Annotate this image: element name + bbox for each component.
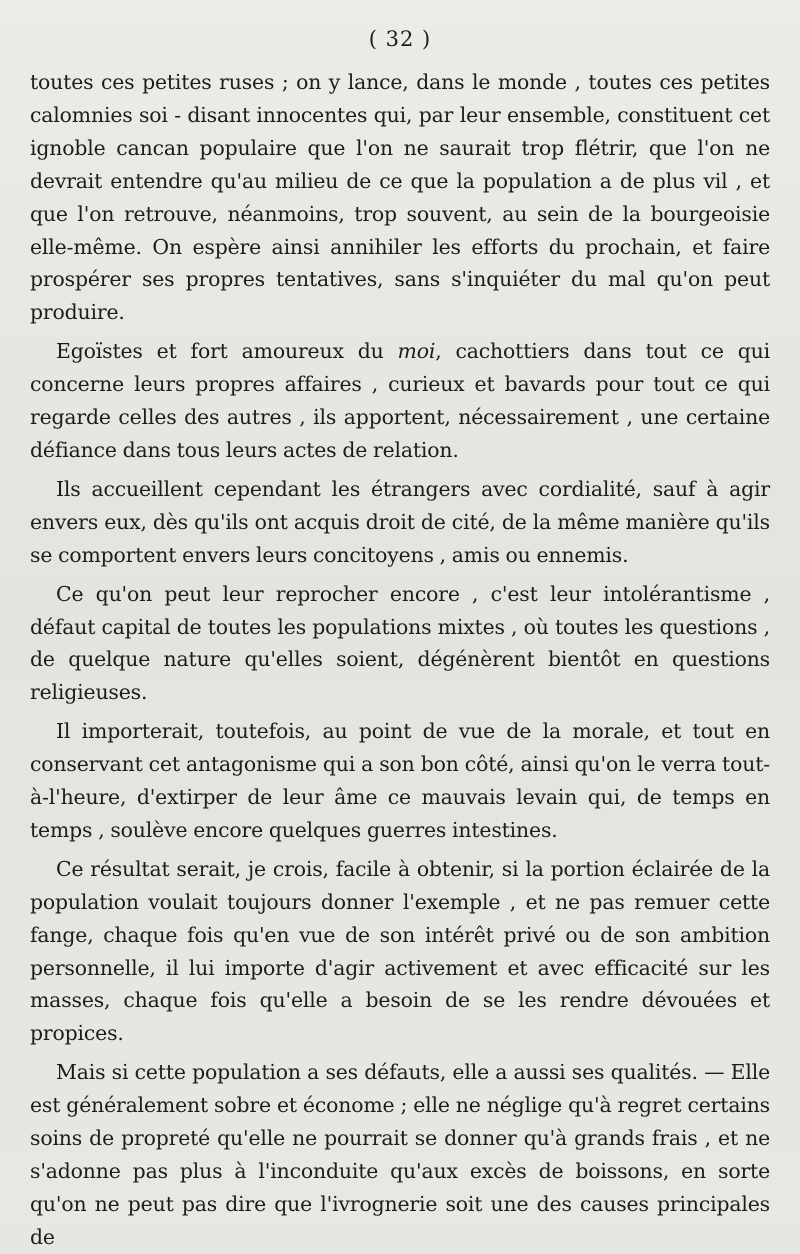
- paragraph-2: [30, 335, 770, 467]
- paragraph-3: [30, 473, 770, 572]
- paragraph-1: [30, 66, 770, 329]
- paragraph-3-text: Ils accueillent cependant les étrangers avec cordialité, sauf à agir envers eux, dès qu'ils ont acquis droit de cité, de la même manière qu'ils se comportent envers leurs concitoyens , amis ou ennemis.: [30, 476, 770, 567]
- paragraph-7-text: Mais si cette population a ses défauts, elle a aussi ses qualités. — Elle est généralement sobre et économe ; elle ne néglige qu'à regret certains soins de propreté qu'elle ne pourrait se donner qu'à grands frais , et ne s'adonne pas plus à l'inconduite qu'aux excès de boissons, en sorte qu'on ne peut pas dire que l'ivrognerie soit une des causes principales de: [30, 1060, 770, 1249]
- page-number: ( 32 ): [368, 27, 432, 51]
- paragraph-6-text: Ce résultat serait, je crois, facile à obtenir, si la portion éclairée de la population voulait toujours donner l'exemple , et ne pas remuer cette fange, chaque fois qu'en vue de son intérêt privé ou de son ambition personnelle, il lui importe d'agir activement et avec efficacité sur les masses, chaque fois qu'elle a besoin de se les rendre dévouées et propices.: [30, 856, 770, 1046]
- paragraph-5: [30, 715, 770, 847]
- paragraph-2-text-start: Egoïstes et fort amoureux du: [56, 339, 398, 364]
- paragraph-4-text: Ce qu'on peut leur reprocher encore , c'est leur intolérantisme , défaut capital de toutes les populations mixtes , où toutes les questions , de quelque nature qu'elles soient, dégénèrent bientôt en questions religieuses.: [30, 581, 770, 705]
- paragraph-1-text: toutes ces petites ruses ; on y lance, dans le monde , toutes ces petites calomnies soi - disant innocentes qui, par leur ensemble, constituent cet ignoble cancan populaire que l'on ne saurait trop flétrir, que l'on ne devrait entendre qu'au milieu de ce que la population a de plus vil , et que l'on retrouve, néanmoins, trop souvent, au sein de la bourgeoisie elle-même. On espère ainsi annihiler les efforts du prochain, et faire prospérer ses propres tentatives, sans s'inquiéter du mal qu'on peut produire.: [30, 70, 770, 325]
- paragraph-4: [30, 578, 770, 710]
- paragraph-2-italic-word: moi: [397, 339, 436, 364]
- paragraph-2-text-end: , cachottiers dans tout ce qui concerne leurs propres affaires , curieux et bavards pour tout ce qui regarde celles des autres , ils apportent, nécessairement , une certaine défiance dans tous leurs actes de relation.: [30, 339, 771, 462]
- paragraph-7: [30, 1056, 770, 1253]
- paragraph-5-text: Il importerait, toutefois, au point de vue de la morale, et tout en conservant cet antagonisme qui a son bon côté, ainsi qu'on le verra tout-à-l'heure, d'extirper de leur âme ce mauvais levain qui, de temps en temps , soulève encore quelques guerres intestines.: [30, 719, 770, 842]
- paragraph-6: [30, 853, 770, 1050]
